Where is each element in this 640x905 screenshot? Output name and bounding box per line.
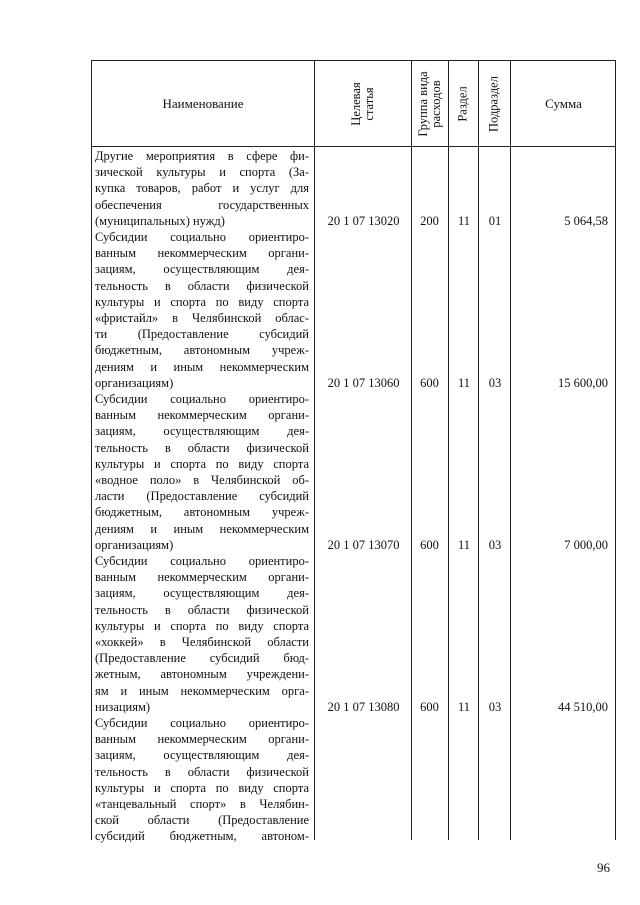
- row-group: 600: [420, 375, 439, 390]
- row-sum: 15 600,00: [558, 375, 608, 390]
- row-name-line: ской области (Предоставление: [95, 813, 309, 828]
- budget-table: [91, 60, 616, 844]
- row-name-line: ласти (Предоставление субсидий: [95, 489, 309, 504]
- row-group: 600: [420, 699, 439, 714]
- row-name-line: зациям, осуществляющим дея-: [95, 748, 309, 763]
- row-subsection: 03: [488, 537, 502, 552]
- row-name-line: зациям, осуществляющим дея-: [95, 424, 309, 439]
- row-subsection: 03: [488, 699, 502, 714]
- row-name-line: тельность в области физической: [95, 602, 309, 617]
- header-target: [314, 61, 411, 146]
- row-name-line: культуры и спорта по виду спорта: [95, 294, 309, 309]
- row-name-line: тельность в области физической: [95, 440, 309, 455]
- header-divider: [92, 146, 615, 147]
- row-name-line: низациям): [95, 699, 151, 714]
- row-name-line: Субсидии социально ориентиро-: [95, 230, 309, 244]
- column-divider: [510, 61, 511, 840]
- header-section-label: Раздел: [455, 85, 470, 122]
- header-name: Наименование: [162, 95, 244, 111]
- row-name-line: «водное поло» в Челябинской об-: [95, 473, 309, 488]
- row-name: [95, 229, 309, 391]
- row-name-line: дениям и иным некоммерческим: [95, 359, 309, 374]
- column-divider: [478, 61, 479, 840]
- row-sum: 7 000,00: [564, 537, 608, 552]
- row-subsection: 03: [488, 375, 502, 390]
- row-name-line: (муниципальных) нужд): [95, 213, 225, 228]
- row-name-line: культуры и спорта по виду спорта: [95, 780, 309, 795]
- row-name-line: обеспечения государственных: [95, 197, 309, 212]
- header-target-line1: Целевая: [348, 81, 363, 126]
- row-sum: 44 510,00: [558, 699, 608, 714]
- row-name-line: зациям, осуществляющим дея-: [95, 586, 309, 601]
- row-code: 20 1 07 13070: [327, 537, 400, 552]
- row-name-line: жетным, автономным учреждени-: [95, 667, 309, 682]
- row-name-line: ванным некоммерческим органи-: [95, 570, 309, 585]
- header-group-line2: расходов: [428, 79, 443, 128]
- row-code: 20 1 07 13080: [327, 699, 400, 714]
- row-name-line: зической культуры и спорта (За-: [95, 165, 309, 180]
- row-name-line: Другие мероприятия в сфере фи-: [95, 149, 309, 163]
- row-name-line: ти (Предоставление субсидий: [95, 327, 309, 342]
- row-name-line: бюджетным, автономным учреж-: [95, 505, 309, 520]
- row-section: 11: [457, 213, 471, 228]
- row-name-line: культуры и спорта по виду спорта: [95, 618, 309, 633]
- header-subsection: [478, 61, 510, 146]
- header-sum: Сумма: [545, 95, 582, 111]
- row-name: [95, 715, 309, 845]
- row-sum: 5 064,58: [564, 213, 608, 228]
- column-divider: [314, 61, 315, 840]
- row-subsection: 01: [488, 213, 502, 228]
- header-group-line1: Группа вида: [415, 70, 430, 137]
- row-name-line: бюджетным, автономным учреж-: [95, 343, 309, 358]
- row-code: 20 1 07 13060: [327, 375, 400, 390]
- row-name: [95, 148, 309, 229]
- column-divider: [448, 61, 449, 840]
- header-group: [411, 61, 448, 146]
- row-group: 600: [420, 537, 439, 552]
- row-name-line: организациям): [95, 537, 174, 552]
- row-name: [95, 553, 309, 715]
- row-name-line: купка товаров, работ и услуг для: [95, 181, 309, 196]
- row-name-line: тельность в области физической: [95, 278, 309, 293]
- row-name-line: «танцевальный спорт» в Челябин-: [95, 797, 309, 812]
- row-name-line: тельность в области физической: [95, 764, 309, 779]
- row-section: 11: [457, 699, 471, 714]
- row-name-line: ванным некоммерческим органи-: [95, 246, 309, 261]
- header-target-line2: статья: [361, 86, 376, 121]
- row-name-line: дениям и иным некоммерческим: [95, 521, 309, 536]
- row-name-line: Субсидии социально ориентиро-: [95, 716, 309, 730]
- header-subsection-label: Подраздел: [486, 75, 501, 132]
- row-name-line: зациям, осуществляющим дея-: [95, 262, 309, 277]
- row-name-line: организациям): [95, 375, 174, 390]
- row-name: [95, 391, 309, 553]
- row-group: 200: [420, 213, 439, 228]
- row-name-line: ванным некоммерческим органи-: [95, 408, 309, 423]
- column-divider: [411, 61, 412, 840]
- row-code: 20 1 07 13020: [327, 213, 400, 228]
- page-number: 96: [597, 860, 610, 875]
- row-name-line: Субсидии социально ориентиро-: [95, 554, 309, 568]
- row-name-line: «фристайл» в Челябинской облас-: [95, 311, 309, 326]
- row-section: 11: [457, 375, 471, 390]
- row-name-line: Субсидии социально ориентиро-: [95, 392, 309, 406]
- row-section: 11: [457, 537, 471, 552]
- row-name-line: культуры и спорта по виду спорта: [95, 456, 309, 471]
- row-name-line: субсидий бюджетным, автоном-: [95, 829, 309, 844]
- row-name-line: ванным некоммерческим органи-: [95, 732, 309, 747]
- row-name-line: (Предоставление субсидий бюд-: [95, 651, 309, 666]
- header-section: [448, 61, 478, 146]
- row-name-line: «хоккей» в Челябинской области: [95, 635, 309, 650]
- row-name-line: ям и иным некоммерческим орга-: [95, 683, 309, 698]
